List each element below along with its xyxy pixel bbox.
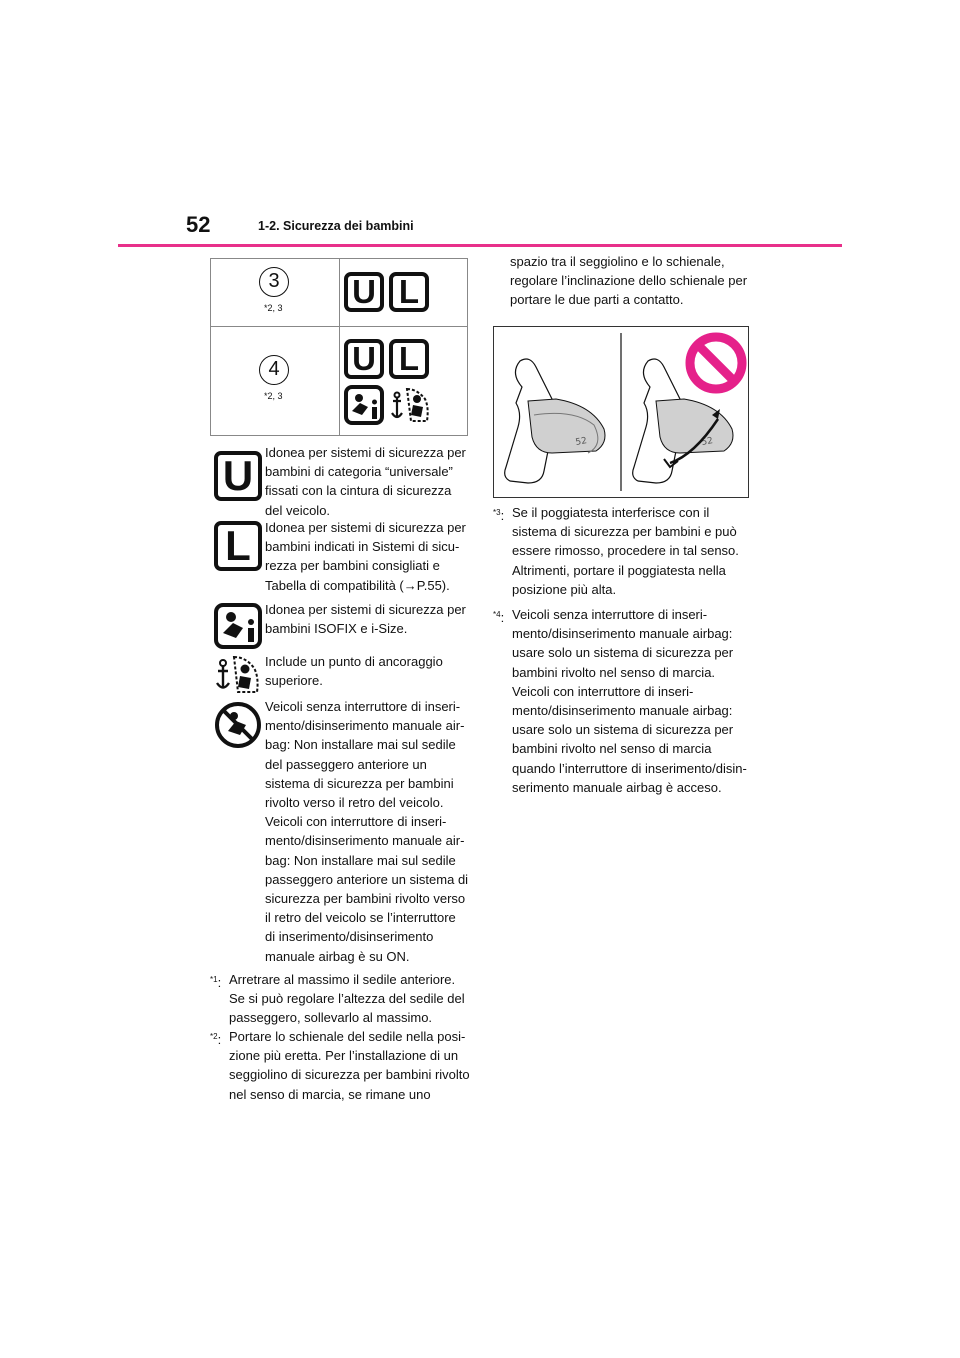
l-category-badge: L <box>214 521 262 571</box>
isofix-i-size-icon <box>214 603 262 649</box>
l-category-badge: L <box>389 272 429 312</box>
universal-badge: U <box>344 272 384 312</box>
footnote-mark: $^{*4}$: <box>493 610 505 625</box>
footnote <box>493 503 753 599</box>
svg-text:52: 52 <box>700 436 714 448</box>
footnote <box>493 605 753 797</box>
universal-badge: U <box>214 451 262 501</box>
svg-text:52: 52 <box>574 436 588 448</box>
legend-text: Include un punto di ancoraggio superiore. <box>265 654 443 689</box>
footnote-mark: $^{*3}$: <box>493 508 505 523</box>
footnote <box>210 1027 470 1104</box>
no-rear-facing-icon <box>214 701 262 749</box>
section-title: 1-2. Sicurezza dei bambini <box>258 219 414 233</box>
l-category-badge: L <box>389 339 429 379</box>
seat-adjustment-image <box>494 327 748 497</box>
isofix-i-size-icon <box>344 385 384 425</box>
seat-illustration <box>493 326 749 498</box>
page-number: 52 <box>186 212 211 237</box>
footnote-text: Arretrare al massimo il sedile anteriore. Se si può regolare l’altezza del sedile del passeggero, sollevarlo al massimo. <box>229 972 465 1026</box>
table-divider <box>211 326 467 327</box>
seat-number-4: 4 <box>259 355 289 385</box>
top-tether-anchor-icon <box>214 654 262 696</box>
continuation-text: spazio tra il seggiolino e lo schienale, regolare l’inclinazione dello schienale per portare le due parti a contatto. <box>510 254 748 308</box>
seat-table <box>210 258 468 436</box>
footnote <box>210 970 470 1028</box>
legend-text: Idonea per sistemi di sicurezza per bambini indicati in Sistemi di sicu-rezza per bambini consigliati e Tabella di compatibilità (→P.55). <box>265 520 466 593</box>
footnote-ref: *2, 3 <box>264 391 283 401</box>
universal-badge: U <box>344 339 384 379</box>
legend-text: Veicoli senza interruttore di inseri-mento/disinserimento manuale air-bag: Non installare mai sul sedile del passeggero anteriore un sistema di sicurezza per bambini rivolto verso il retro del veicolo. Veicoli con interruttore di inseri-mento/disinserimento manuale air-bag: Non installare mai sul sedile passeggero anteriore un sistema di sicurezza per bambini rivolto verso il retro del veicolo se l’interruttore di inserimento/disinserimento manuale airbag è su ON. <box>265 699 469 964</box>
legend-text: Idonea per sistemi di sicurezza per bambini di categoria “universale” fissati con la cintura di sicurezza del veicolo. <box>265 445 466 518</box>
table-divider <box>339 259 340 435</box>
footnote-ref: *2, 3 <box>264 303 283 313</box>
top-tether-anchor-icon <box>389 385 433 425</box>
seat-number-3: 3 <box>259 267 289 297</box>
footnote-text: Veicoli senza interruttore di inseri-mento/disinserimento manuale airbag: usare solo un sistema di sicurezza per bambini rivolto nel senso di marcia. Veicoli con interruttore di inseri-mento/disinserimento manuale airbag: usare solo un sistema di sicurezza per bambini rivolto nel senso di marcia quando l’interruttore di inserimento/disin-serimento manuale airbag è acceso. <box>512 607 747 795</box>
header-rule <box>118 244 842 247</box>
footnote-mark: $^{*1}$: <box>210 975 222 990</box>
footnote-text: Portare lo schienale del sedile nella posi-zione più eretta. Per l’installazione di un seggiolino di sicurezza per bambini rivolto nel senso di marcia, se rimane uno <box>229 1029 470 1102</box>
footnote-mark: $^{*2}$: <box>210 1032 222 1047</box>
legend-text: Idonea per sistemi di sicurezza per bambini ISOFIX e i-Size. <box>265 602 466 637</box>
footnote-text: Se il poggiatesta interferisce con il sistema di sicurezza per bambini e può essere rimosso, procedere in tal senso. Altrimenti, portare il poggiatesta nella posizione più alta. <box>512 505 739 597</box>
